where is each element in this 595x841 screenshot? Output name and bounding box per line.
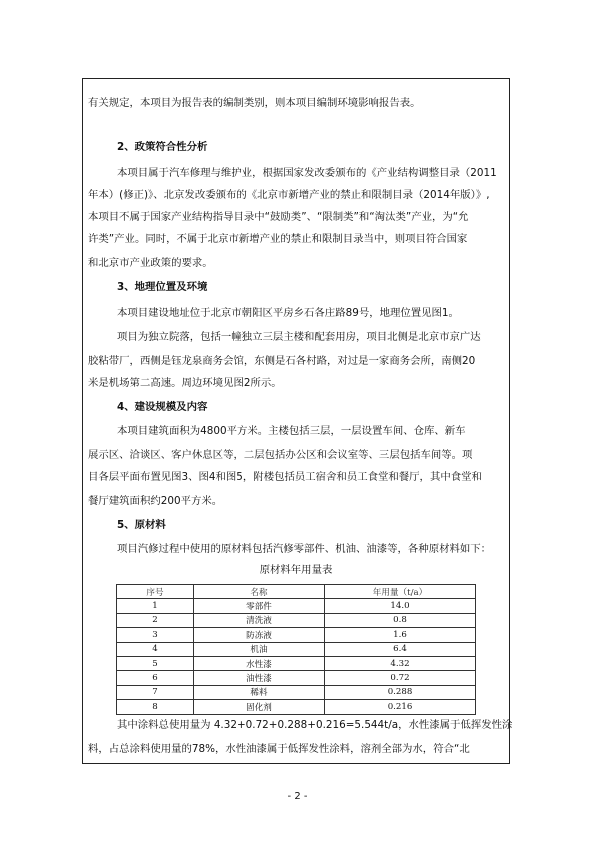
paragraph-line: 目各层平面布置见图3、图4和图5，附楼包括员工宿舍和员工食堂和餐厅，其中食堂和 <box>88 471 482 483</box>
paragraph-line: 有关规定，本项目为报告表的编制类别，则本项目编制环境影响报告表。 <box>88 97 421 109</box>
paragraph-line: 其中涂料总使用量为 4.32+0.72+0.288+0.216=5.544t/a，水性漆属于低挥发性涂 <box>117 719 513 731</box>
paragraph-line: 许类”产业。同时，不属于北京市新增产业的禁止和限制目录当中，则项目符合国家 <box>88 233 468 245</box>
table-cell: 机油 <box>194 642 325 656</box>
paragraph-line: 本项目属于汽车修理与维护业，根据国家发改委颁布的《产业结构调整目录（2011 <box>117 167 497 179</box>
table-cell: 3 <box>117 628 194 642</box>
table-cell: 0.8 <box>325 613 476 627</box>
materials-table <box>116 584 476 715</box>
paragraph-line: 本项目建筑面积为4800平方米。主楼包括三层，一层设置车间、仓库、新车 <box>117 425 466 437</box>
table-cell: 0.288 <box>325 685 476 699</box>
paragraph-line: 米是机场第二高速。周边环境见图2所示。 <box>88 377 282 389</box>
table-caption: 原材料年用量表 <box>259 564 333 576</box>
table-cell: 稀料 <box>194 685 325 699</box>
paragraph-line: 餐厅建筑面积约200平方米。 <box>88 495 223 507</box>
table-cell: 0.72 <box>325 671 476 685</box>
paragraph-line: 展示区、洽谈区、客户休息区等，二层包括办公区和会议室等、三层包括车间等。项 <box>88 449 473 461</box>
table-row <box>117 628 476 642</box>
table-row <box>117 613 476 627</box>
paragraph-line: 本项目不属于国家产业结构指导目录中“鼓励类”、“限制类”和“淘汰类”产业，为“允 <box>88 211 469 223</box>
table-cell: 油性漆 <box>194 671 325 685</box>
table-row <box>117 656 476 670</box>
table-row <box>117 685 476 699</box>
table-header-row <box>117 585 476 599</box>
table-header-cell: 序号 <box>117 585 194 599</box>
table-cell: 6.4 <box>325 642 476 656</box>
table-cell: 1.6 <box>325 628 476 642</box>
table-cell: 4.32 <box>325 656 476 670</box>
table-header-cell: 名称 <box>194 585 325 599</box>
paragraph-line: 本项目建设地址位于北京市朝阳区平房乡石各庄路89号，地理位置见图1。 <box>117 307 459 319</box>
page-number: - 2 - <box>287 791 308 802</box>
table-cell: 零部件 <box>194 599 325 613</box>
paragraph-line: 年本）(修正)》、北京发改委颁布的《北京市新增产业的禁止和限制目录（2014年版）》, <box>88 189 490 201</box>
paragraph-line: 项目汽修过程中使用的原材料包括汽修零部件、机油、油漆等，各种原材料如下： <box>117 543 492 555</box>
table-header-cell: 年用量（t/a） <box>325 585 476 599</box>
table-cell: 清洗液 <box>194 613 325 627</box>
table-cell: 1 <box>117 599 194 613</box>
paragraph-line: 和北京市产业政策的要求。 <box>88 257 213 269</box>
table-row <box>117 700 476 714</box>
table-cell: 5 <box>117 656 194 670</box>
section-heading-policy: 2、政策符合性分析 <box>117 141 208 153</box>
table-cell: 水性漆 <box>194 656 325 670</box>
section-heading-materials: 5、原材料 <box>117 519 166 531</box>
table-cell: 2 <box>117 613 194 627</box>
table-cell: 0.216 <box>325 700 476 714</box>
table-row <box>117 599 476 613</box>
section-heading-location: 3、地理位置及环境 <box>117 281 208 293</box>
table-row <box>117 642 476 656</box>
paragraph-line: 项目为独立院落，包括一幢独立三层主楼和配套用房，项目北侧是北京市京广达 <box>117 331 481 343</box>
section-heading-scale: 4、建设规模及内容 <box>117 401 208 413</box>
table-row <box>117 671 476 685</box>
table-cell: 7 <box>117 685 194 699</box>
table-cell: 防冻液 <box>194 628 325 642</box>
paragraph-line: 料，占总涂料使用量的78%，水性油漆属于低挥发性涂料，溶剂全部为水，符合“北 <box>88 743 470 755</box>
table-cell: 6 <box>117 671 194 685</box>
table-cell: 8 <box>117 700 194 714</box>
table-cell: 14.0 <box>325 599 476 613</box>
paragraph-line: 胶粘带厂，西侧是钰龙泉商务会馆，东侧是石各村路，对过是一家商务会所，南侧20 <box>88 355 476 367</box>
table-cell: 固化剂 <box>194 700 325 714</box>
table-cell: 4 <box>117 642 194 656</box>
